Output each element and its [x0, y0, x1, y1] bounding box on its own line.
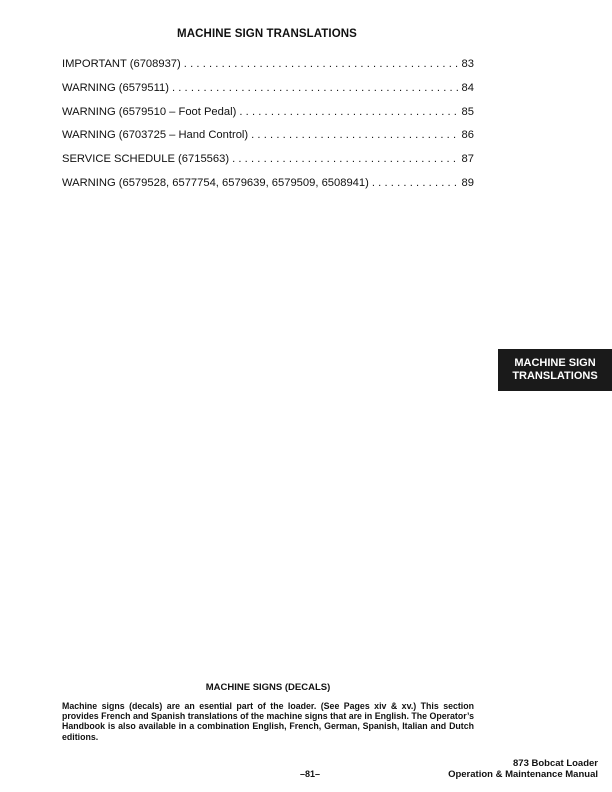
toc-entry-label: WARNING (6579511) — [62, 81, 169, 94]
toc-entry-important[interactable] — [62, 58, 474, 82]
toc-entry-page: 84 — [461, 81, 474, 94]
toc-entry-warning-multiple[interactable] — [62, 177, 474, 201]
dot-leader — [372, 177, 459, 189]
footer-model: 873 Bobcat Loader — [513, 758, 598, 769]
toc-entry-service-schedule[interactable] — [62, 153, 474, 177]
dot-leader — [184, 58, 459, 70]
table-of-contents — [62, 58, 474, 201]
toc-entry-warning-hand-control[interactable] — [62, 129, 474, 153]
toc-entry-label: IMPORTANT (6708937) — [62, 58, 181, 70]
dot-leader — [172, 82, 459, 94]
toc-entry-page: 87 — [461, 153, 474, 166]
toc-entry-label: WARNING (6579528, 6577754, 6579639, 6579509, 6508941) — [62, 176, 369, 189]
toc-entry-warning-foot-pedal[interactable] — [62, 106, 474, 130]
footer — [448, 758, 598, 780]
section-tab-line1: MACHINE SIGN — [514, 357, 596, 369]
decals-heading: MACHINE SIGNS (DECALS) — [205, 682, 331, 693]
toc-entry-page: 89 — [461, 176, 474, 189]
section-tab-line2: TRANSLATIONS — [512, 370, 598, 382]
dot-leader — [232, 153, 458, 165]
toc-entry-label: WARNING (6703725 – Hand Control) — [62, 129, 249, 142]
toc-entry-page: 86 — [461, 129, 474, 142]
decals-paragraph: Machine signs (decals) are an esential part of the loader. (See Pages xiv & xv.) This section provides French and Spanish translations of the machine signs that are in English. The Operator’s Handbook is also available in a combination English, French, German, Spanish, Italian and Dutch editions. — [62, 701, 474, 742]
toc-entry-page: 83 — [461, 58, 474, 70]
toc-entry-page: 85 — [461, 105, 474, 118]
dot-leader — [239, 106, 458, 118]
toc-entry-label: WARNING (6579510 – Foot Pedal) — [62, 105, 237, 118]
section-tab — [498, 349, 612, 391]
toc-entry-label: SERVICE SCHEDULE (6715563) — [62, 153, 230, 166]
page-title: MACHINE SIGN TRANSLATIONS — [177, 28, 357, 40]
page-number: –81– — [300, 769, 321, 779]
footer-manual-title: Operation & Maintenance Manual — [448, 769, 598, 780]
toc-entry-warning-6579511[interactable] — [62, 82, 474, 106]
dot-leader — [251, 129, 458, 141]
